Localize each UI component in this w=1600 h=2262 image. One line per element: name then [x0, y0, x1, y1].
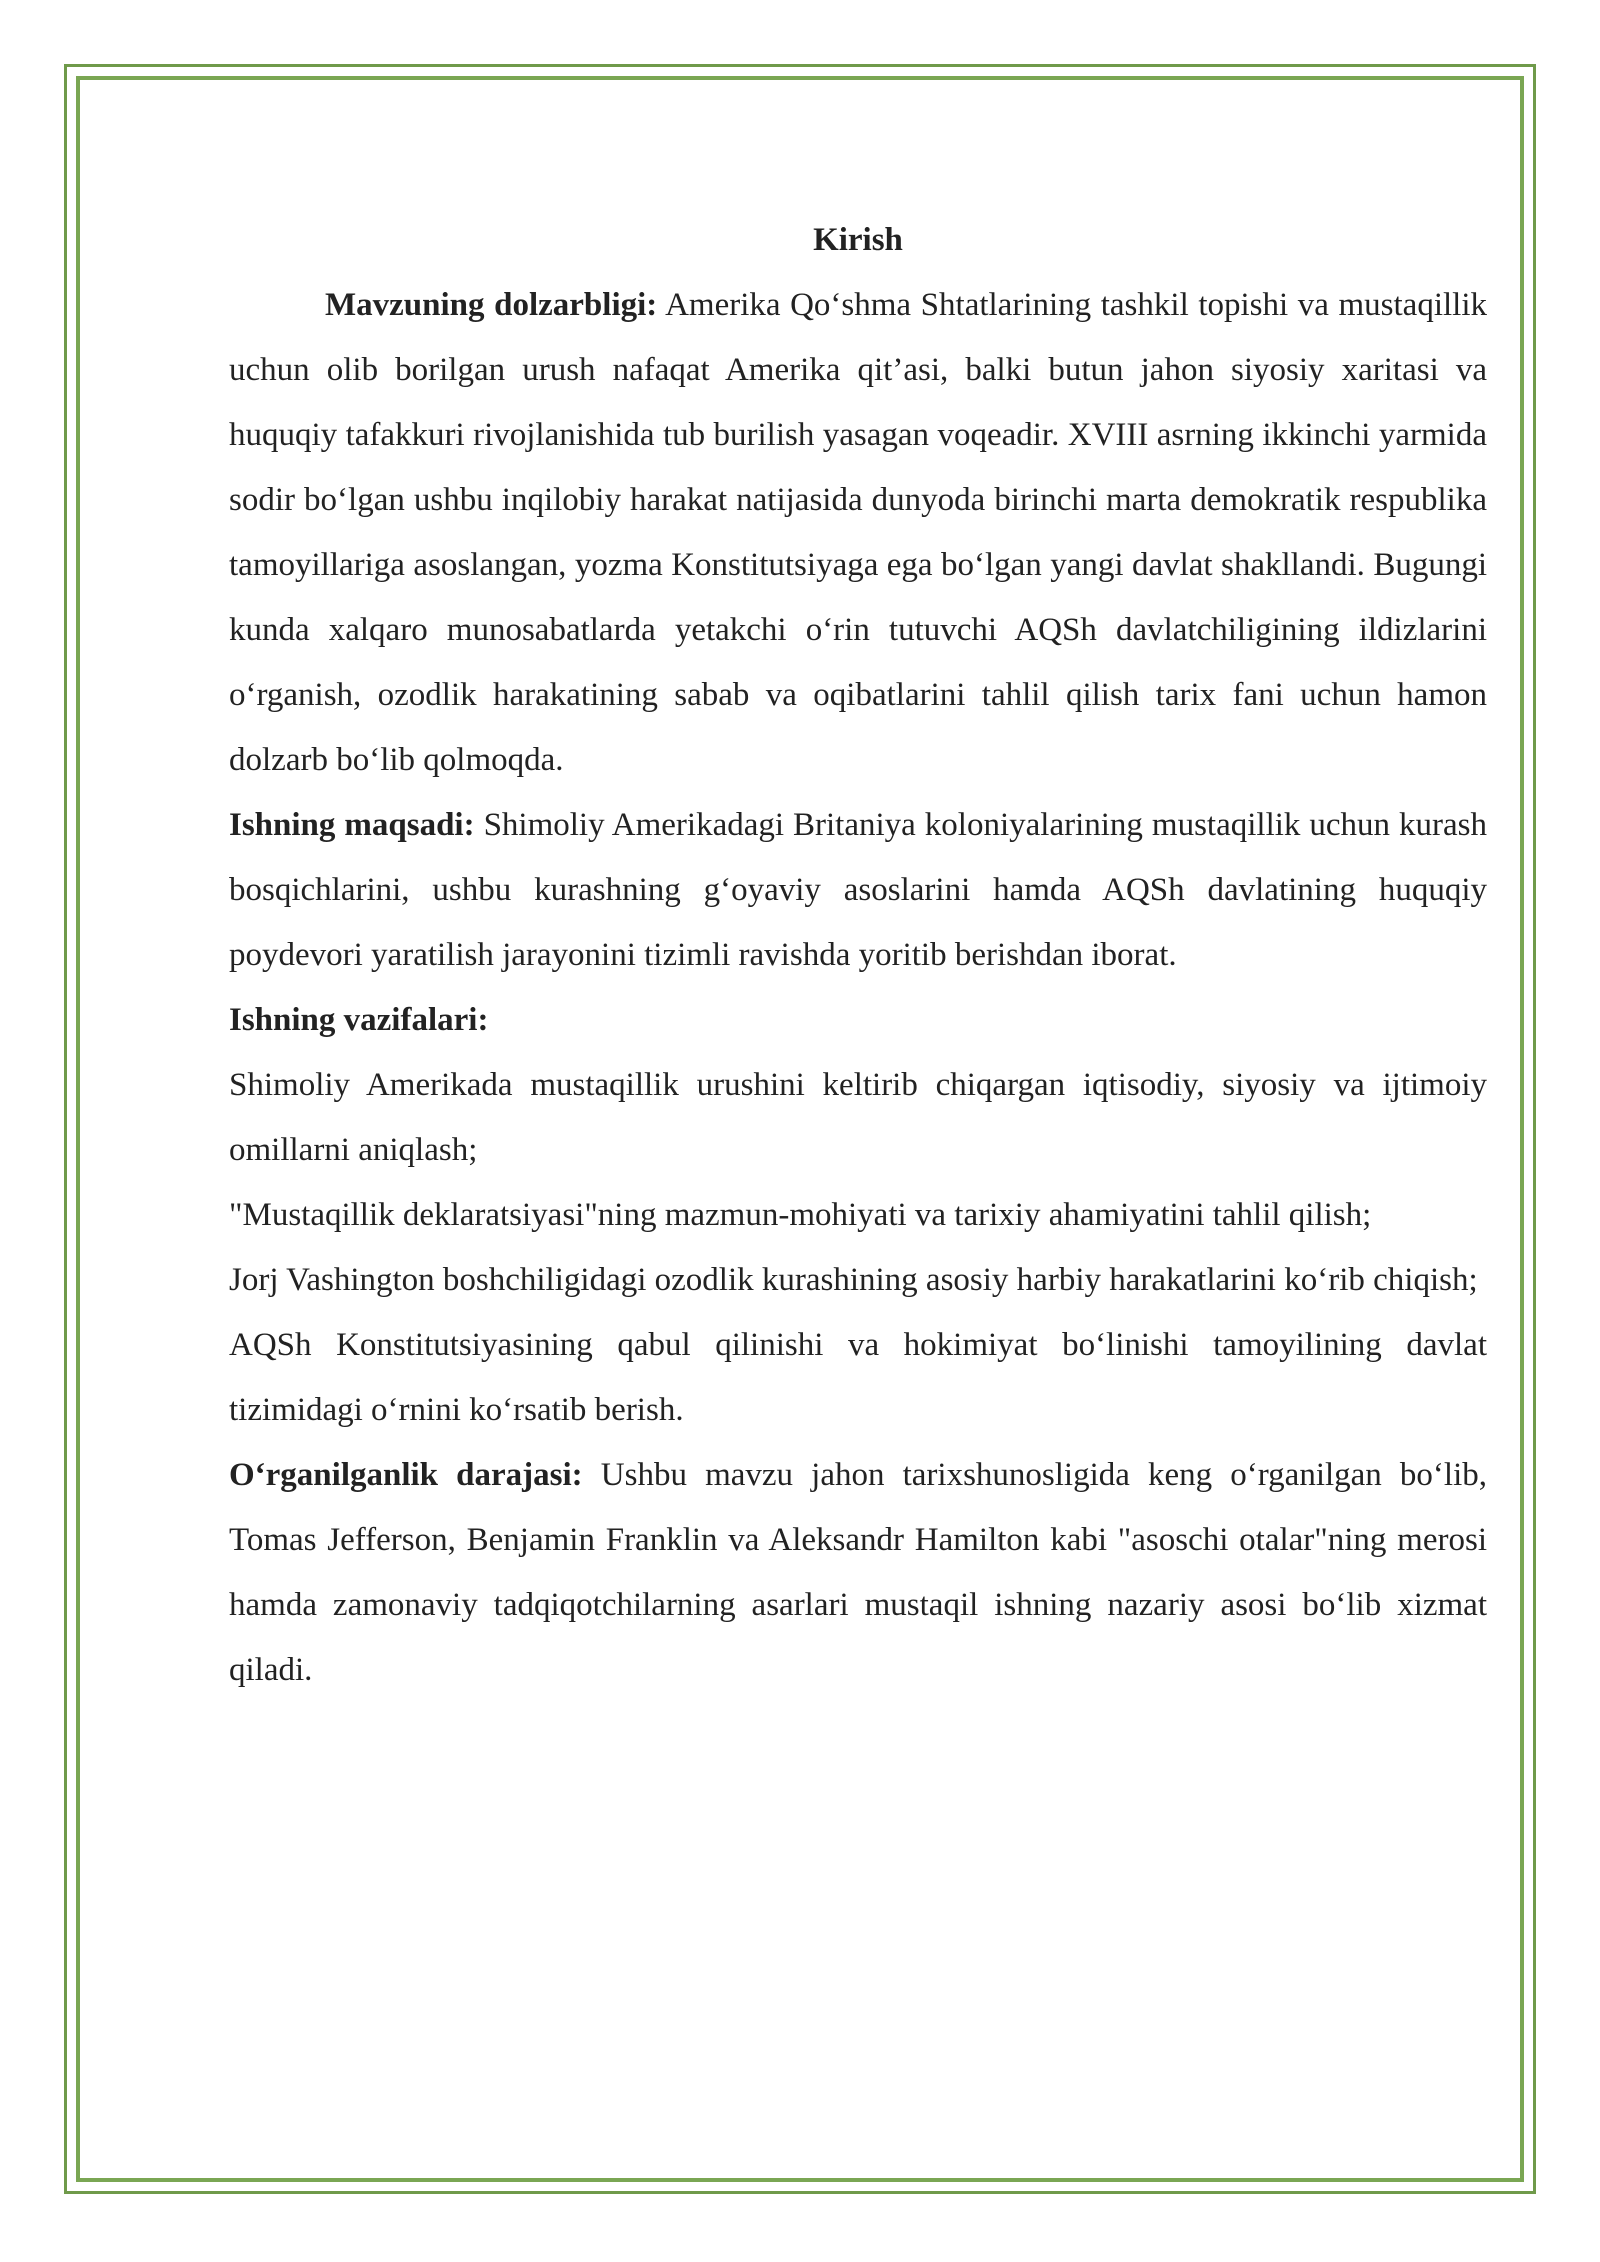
study-text: Ushbu mavzu jahon tarixshunosligida keng o‘rganilgan bo‘lib, Tomas Jefferson, Benjamin Franklin va Aleksandr Hamilton kabi "asoschi otalar"ning merosi hamda zamonaviy tadqiqotchilarning asarlari mustaqil ishning nazariy asosi bo‘lib xizmat qiladi. [229, 1457, 1488, 1688]
tasks-label: Ishning vazifalari: [229, 1002, 489, 1038]
study-label: O‘rganilganlik darajasi: [229, 1457, 583, 1493]
section-title: Kirish [813, 222, 903, 258]
relevance-label: Mavzuning dolzarbligi: [325, 287, 658, 323]
relevance-text: Amerika Qo‘shma Shtatlarining tashkil topishi va mustaqillik uchun olib borilgan urush nafaqat Amerika qit’asi, balki butun jahon siyosiy xaritasi va huquqiy tafakkuri rivojlanishida tub burilish yasagan voqeadir. XVIII asrning ikkinchi yarmida sodir bo‘lgan ushbu inqilobiy harakat natijasida dunyoda birinchi marta demokratik respublika tamoyillariga asoslangan, yozma Konstitutsiyaga ega bo‘lgan yangi davlat shakllandi. Bugungi kunda xalqaro munosabatlarda yetakchi o‘rin tutuvchi AQSh davlatchiligining ildizlarini o‘rganish, ozodlik harakatining sabab va oqibatlarini tahlil qilish tarix fani uchun hamon dolzarb bo‘lib qolmoqda. [229, 287, 1487, 778]
study-paragraph [229, 1443, 1487, 1703]
task-item: Shimoliy Amerikada mustaqillik urushini keltirib chiqargan iqtisodiy, siyosiy va ijtimoiy omillarni aniqlash; [229, 1067, 1487, 1168]
task-item: Jorj Vashington boshchiligidagi ozodlik kurashining asosiy harbiy harakatlarini ko‘rib chiqish; [229, 1262, 1478, 1298]
task-item: "Mustaqillik deklaratsiyasi"ning mazmun-mohiyati va tarixiy ahamiyatini tahlil qilish; [229, 1197, 1372, 1233]
relevance-paragraph [229, 273, 1487, 793]
goal-text: Shimoliy Amerikadagi Britaniya koloniyalarining mustaqillik uchun kurash bosqichlarini, ushbu kurashning g‘oyaviy asoslarini hamda AQSh davlatining huquqiy poydevori yaratilish jarayonini tizimli ravishda yoritib berishdan iborat. [229, 807, 1487, 973]
goal-paragraph [229, 793, 1487, 988]
document-body [229, 208, 1487, 1703]
task-item: AQSh Konstitutsiyasining qabul qilinishi va hokimiyat bo‘linishi tamoyilining davlat tizimidagi o‘rnini ko‘rsatib berish. [229, 1327, 1487, 1428]
tasks-heading [229, 988, 1487, 1053]
goal-label: Ishning maqsadi: [229, 807, 475, 843]
